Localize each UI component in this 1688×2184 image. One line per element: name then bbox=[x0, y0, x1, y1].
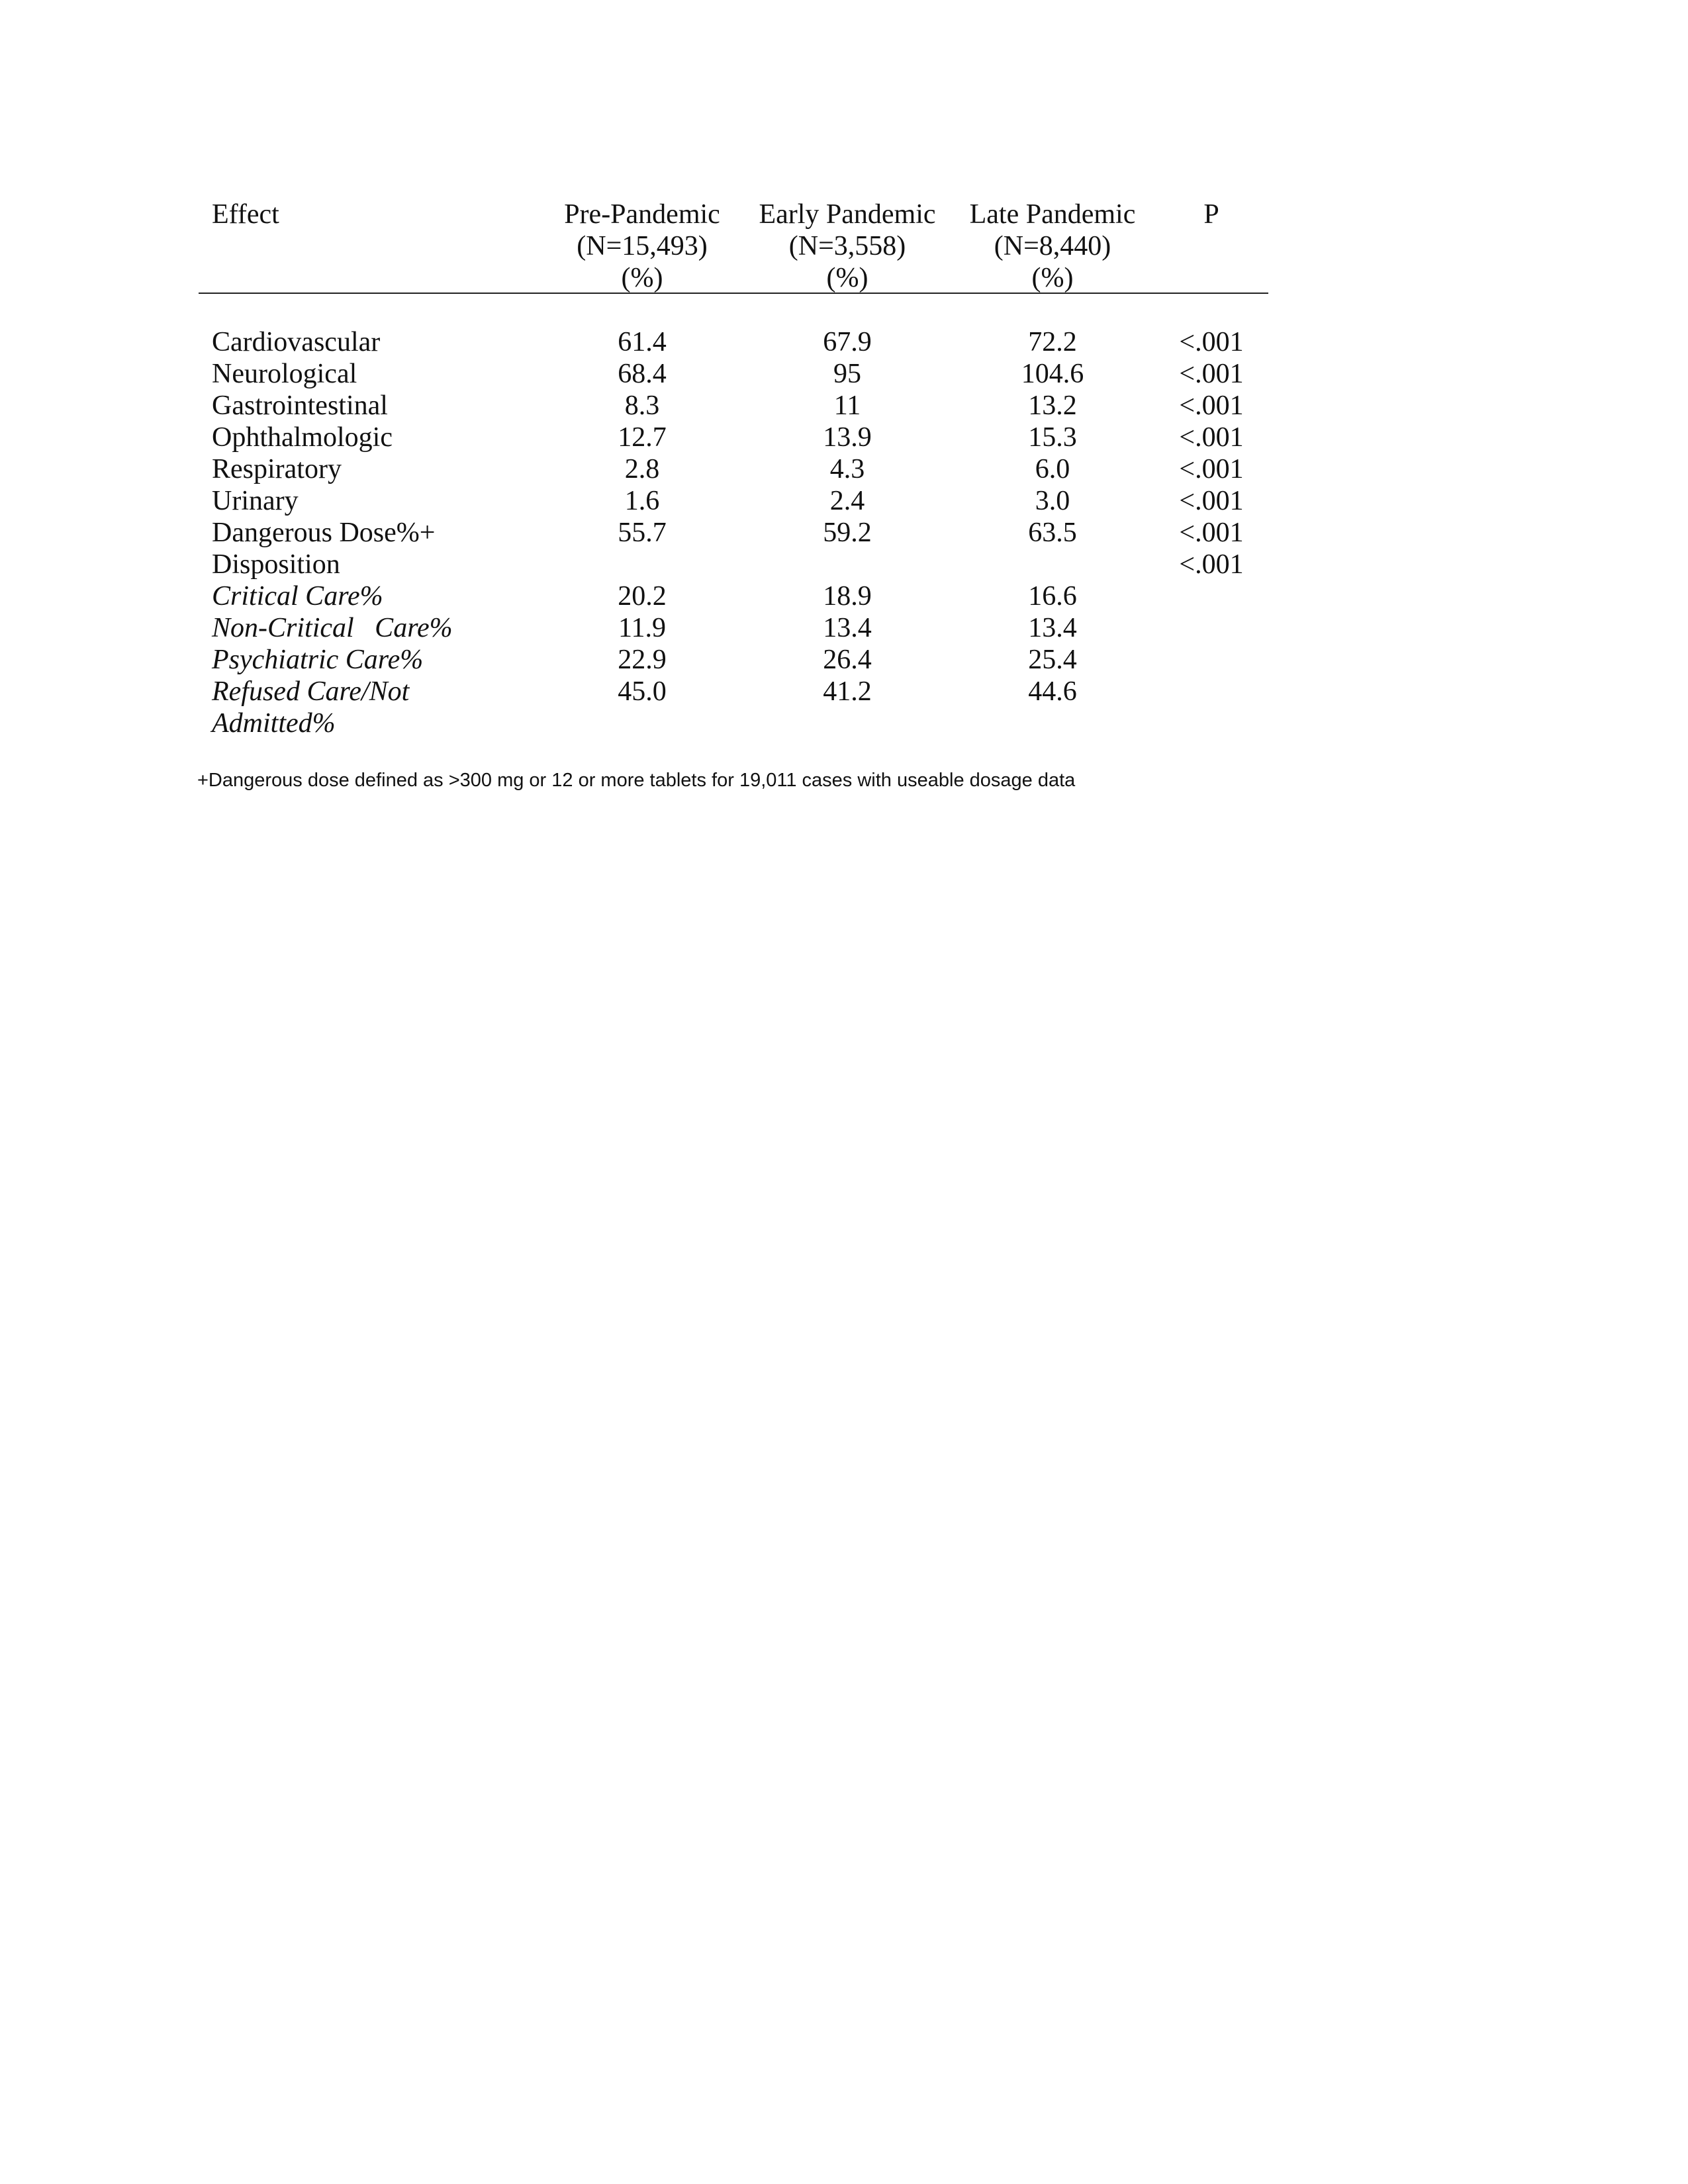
early-cell: 26.4 bbox=[823, 645, 872, 675]
pre-cell: 8.3 bbox=[624, 390, 660, 421]
table-row bbox=[0, 326, 1688, 358]
p-cell: <.001 bbox=[1179, 327, 1244, 357]
early-cell: 2.4 bbox=[829, 486, 865, 516]
header-pre-n: (N=15,493) bbox=[577, 231, 708, 261]
p-cell: <.001 bbox=[1179, 549, 1244, 580]
late-cell: 63.5 bbox=[1028, 518, 1077, 548]
late-cell: 104.6 bbox=[1021, 359, 1084, 389]
late-cell: 13.2 bbox=[1028, 390, 1077, 421]
effect-cell: Gastrointestinal bbox=[212, 390, 388, 421]
header-late-pandemic bbox=[963, 199, 1142, 294]
effect-cell: Urinary bbox=[212, 486, 299, 516]
late-cell: 72.2 bbox=[1028, 327, 1077, 357]
pre-cell: 2.8 bbox=[624, 454, 660, 484]
effect-cell: Dangerous Dose%+ bbox=[212, 518, 436, 548]
p-cell: <.001 bbox=[1179, 390, 1244, 421]
p-cell: <.001 bbox=[1179, 454, 1244, 484]
pre-cell: 1.6 bbox=[624, 486, 660, 516]
effect-cell: Admitted% bbox=[212, 708, 336, 739]
early-cell: 41.2 bbox=[823, 676, 872, 707]
late-cell: 15.3 bbox=[1028, 422, 1077, 453]
early-cell: 11 bbox=[833, 390, 861, 421]
effect-cell: Critical Care% bbox=[212, 581, 383, 612]
effect-cell: Refused Care/Not bbox=[212, 676, 410, 707]
table-row bbox=[0, 549, 1688, 580]
effect-cell: Disposition bbox=[212, 549, 340, 580]
header-early-label: Early Pandemic bbox=[759, 199, 936, 230]
pre-cell: 68.4 bbox=[618, 359, 667, 389]
late-cell: 13.4 bbox=[1028, 613, 1077, 643]
header-pre-pandemic bbox=[559, 199, 725, 294]
header-early-pandemic bbox=[755, 199, 940, 294]
pre-cell: 12.7 bbox=[618, 422, 667, 453]
pre-cell: 45.0 bbox=[618, 676, 667, 707]
table-row bbox=[0, 580, 1688, 612]
table-row bbox=[0, 707, 1688, 739]
header-rule bbox=[199, 293, 1268, 294]
early-cell: 4.3 bbox=[829, 454, 865, 484]
late-cell: 16.6 bbox=[1028, 581, 1077, 612]
early-cell: 59.2 bbox=[823, 518, 872, 548]
header-late-label: Late Pandemic bbox=[969, 199, 1136, 230]
header-late-n: (N=8,440) bbox=[994, 231, 1111, 261]
early-cell: 95 bbox=[833, 359, 861, 389]
effect-cell: Respiratory bbox=[212, 454, 342, 484]
late-cell: 25.4 bbox=[1028, 645, 1077, 675]
p-cell: <.001 bbox=[1179, 518, 1244, 548]
early-cell: 18.9 bbox=[823, 581, 872, 612]
p-cell: <.001 bbox=[1179, 359, 1244, 389]
effect-cell: Neurological bbox=[212, 359, 357, 389]
table-row bbox=[0, 390, 1688, 422]
early-cell: 13.9 bbox=[823, 422, 872, 453]
pre-cell: 61.4 bbox=[618, 327, 667, 357]
table-row bbox=[0, 644, 1688, 676]
table-row bbox=[0, 453, 1688, 485]
table-row bbox=[0, 358, 1688, 390]
late-cell: 44.6 bbox=[1028, 676, 1077, 707]
early-cell: 13.4 bbox=[823, 613, 872, 643]
pre-cell: 55.7 bbox=[618, 518, 667, 548]
pre-cell: 20.2 bbox=[618, 581, 667, 612]
p-cell: <.001 bbox=[1179, 422, 1244, 453]
effect-cell: Cardiovascular bbox=[212, 327, 381, 357]
late-cell: 6.0 bbox=[1035, 454, 1070, 484]
p-cell: <.001 bbox=[1179, 486, 1244, 516]
table-row bbox=[0, 676, 1688, 707]
header-effect: Effect bbox=[212, 199, 279, 230]
header-pre-unit: (%) bbox=[621, 263, 663, 293]
header-early-unit: (%) bbox=[826, 263, 868, 293]
pre-cell: 11.9 bbox=[618, 613, 666, 643]
effect-cell: Psychiatric Care% bbox=[212, 645, 424, 675]
table-row bbox=[0, 485, 1688, 517]
effect-cell: Ophthalmologic bbox=[212, 422, 393, 453]
header-early-n: (N=3,558) bbox=[788, 231, 906, 261]
header-p: P bbox=[1203, 199, 1219, 230]
table-row bbox=[0, 422, 1688, 453]
table-footnote: +Dangerous dose defined as >300 mg or 12 or more tablets for 19,011 cases with useable dosage data bbox=[197, 770, 1076, 791]
pre-cell: 22.9 bbox=[618, 645, 667, 675]
table-row bbox=[0, 517, 1688, 549]
table-header bbox=[0, 199, 1688, 295]
effect-cell: Non-Critical Care% bbox=[212, 613, 453, 643]
late-cell: 3.0 bbox=[1035, 486, 1070, 516]
header-late-unit: (%) bbox=[1031, 263, 1074, 293]
early-cell: 67.9 bbox=[823, 327, 872, 357]
header-pre-label: Pre-Pandemic bbox=[564, 199, 720, 230]
table-row bbox=[0, 612, 1688, 644]
